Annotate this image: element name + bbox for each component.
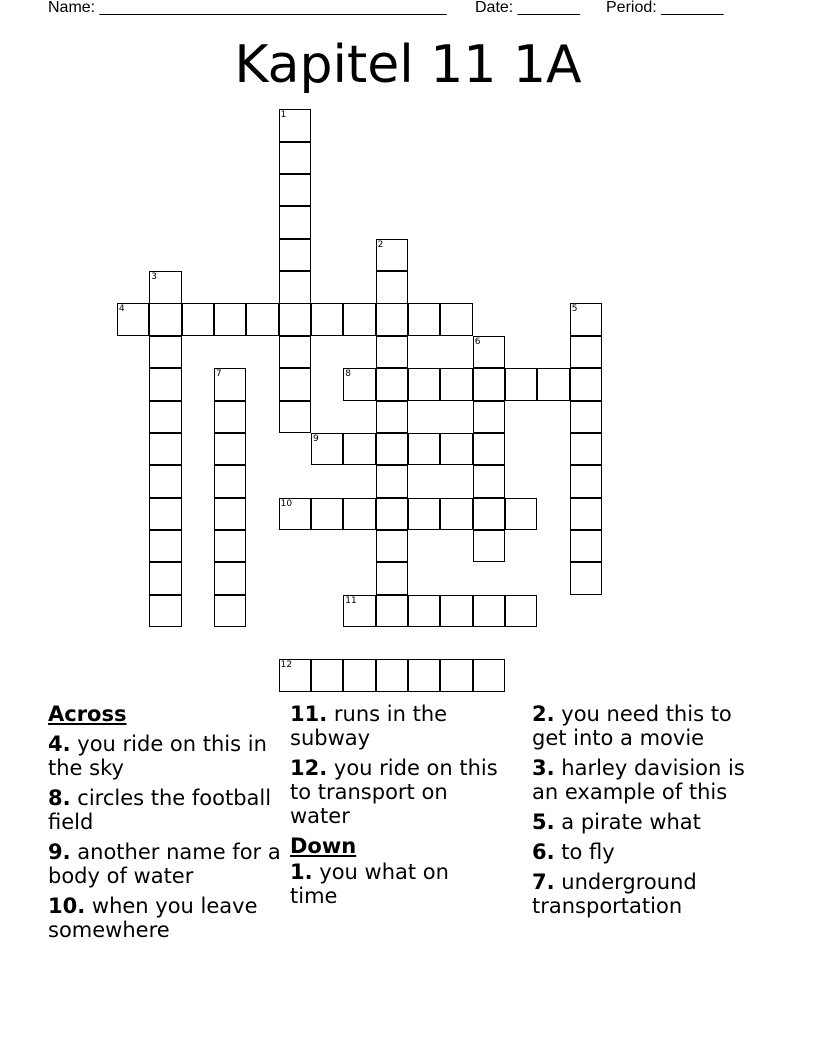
crossword-cell[interactable] [376, 595, 408, 627]
clue-across-10 [48, 894, 288, 942]
crossword-cell[interactable] [343, 595, 375, 627]
period-line: _______ [661, 0, 724, 16]
clue-text: when you leave somewhere [48, 894, 258, 942]
crossword-cell[interactable] [570, 530, 602, 562]
crossword-cell[interactable] [505, 368, 537, 400]
period-label: Period: [606, 0, 662, 16]
crossword-cell[interactable] [279, 401, 311, 433]
crossword-cell[interactable] [117, 303, 149, 335]
crossword-cell[interactable] [279, 206, 311, 238]
crossword-cell[interactable] [408, 433, 440, 465]
crossword-cell[interactable] [376, 659, 408, 691]
crossword-cell[interactable] [440, 595, 472, 627]
crossword-cell[interactable] [376, 368, 408, 400]
across-heading: Across [48, 702, 127, 726]
cell-number: 11 [345, 595, 357, 606]
crossword-cell[interactable] [440, 303, 472, 335]
crossword-cell[interactable] [214, 401, 246, 433]
crossword-cell[interactable] [440, 498, 472, 530]
crossword-cell[interactable] [408, 368, 440, 400]
crossword-cell[interactable] [149, 336, 181, 368]
clue-number: 5. [532, 810, 555, 834]
clue-text: harley davision is an example of this [532, 756, 745, 804]
clue-number: 7. [532, 870, 555, 894]
crossword-cell[interactable] [311, 433, 343, 465]
crossword-cell[interactable] [279, 239, 311, 271]
cell-number: 9 [312, 433, 319, 444]
crossword-cell[interactable] [149, 401, 181, 433]
clue-number: 3. [532, 756, 555, 780]
clue-across-12 [290, 756, 500, 828]
crossword-cell[interactable] [505, 595, 537, 627]
crossword-cell[interactable] [408, 303, 440, 335]
crossword-cell[interactable] [537, 368, 569, 400]
cell-number: 7 [215, 369, 222, 380]
crossword-cell[interactable] [214, 368, 246, 400]
crossword-cell[interactable] [473, 401, 505, 433]
clue-text: underground transportation [532, 870, 697, 918]
crossword-cell[interactable] [279, 271, 311, 303]
crossword-cell[interactable] [214, 303, 246, 335]
crossword-cell[interactable] [279, 336, 311, 368]
crossword-cell[interactable] [149, 368, 181, 400]
cell-number: 6 [474, 336, 481, 347]
clue-number: 12. [290, 756, 328, 780]
clue-across-11 [290, 702, 500, 750]
crossword-cell[interactable] [311, 498, 343, 530]
clue-number: 4. [48, 732, 71, 756]
crossword-cell[interactable] [376, 239, 408, 271]
crossword-cell[interactable] [376, 498, 408, 530]
crossword-cell[interactable] [343, 368, 375, 400]
crossword-cell[interactable] [376, 530, 408, 562]
crossword-cell[interactable] [311, 303, 343, 335]
clues-column-2 [290, 702, 500, 914]
crossword-cell[interactable] [343, 303, 375, 335]
clue-text: you what on time [290, 860, 449, 908]
crossword-cell[interactable] [214, 530, 246, 562]
crossword-cell[interactable] [570, 368, 602, 400]
crossword-cell[interactable] [408, 498, 440, 530]
date-label: Date: [475, 0, 518, 16]
crossword-cell[interactable] [149, 498, 181, 530]
name-label: Name: [48, 0, 100, 16]
crossword-cell[interactable] [149, 595, 181, 627]
clue-number: 10. [48, 894, 86, 918]
clue-down-3 [532, 756, 772, 804]
cell-number: 8 [345, 369, 352, 380]
clue-across-4 [48, 732, 288, 780]
crossword-cell[interactable] [343, 433, 375, 465]
crossword-cell[interactable] [570, 562, 602, 594]
crossword-cell[interactable] [279, 498, 311, 530]
crossword-cell[interactable] [279, 109, 311, 141]
crossword-cell[interactable] [311, 659, 343, 691]
crossword-cell[interactable] [570, 401, 602, 433]
clue-down-7 [532, 870, 772, 918]
clue-down-2 [532, 702, 772, 750]
crossword-cell[interactable] [214, 562, 246, 594]
clue-down-5 [532, 810, 772, 834]
crossword-cell[interactable] [149, 465, 181, 497]
page-title: Kapitel 11 1A [234, 35, 582, 95]
crossword-cell[interactable] [279, 303, 311, 335]
crossword-cell[interactable] [376, 401, 408, 433]
crossword-cell[interactable] [570, 433, 602, 465]
cell-number: 1 [280, 110, 287, 121]
clue-number: 11. [290, 702, 328, 726]
crossword-cell[interactable] [376, 562, 408, 594]
crossword-cell[interactable] [149, 271, 181, 303]
crossword-cell[interactable] [376, 336, 408, 368]
clue-number: 2. [532, 702, 555, 726]
crossword-cell[interactable] [376, 271, 408, 303]
crossword-cell[interactable] [440, 659, 472, 691]
crossword-cell[interactable] [473, 530, 505, 562]
crossword-cell[interactable] [343, 659, 375, 691]
clue-text: you ride on this in the sky [48, 732, 267, 780]
crossword-cell[interactable] [182, 303, 214, 335]
crossword-cell[interactable] [408, 659, 440, 691]
cell-number: 12 [280, 660, 293, 671]
crossword-cell[interactable] [440, 368, 472, 400]
crossword-cell[interactable] [570, 336, 602, 368]
crossword-cell[interactable] [343, 498, 375, 530]
crossword-cell[interactable] [440, 433, 472, 465]
crossword-cell[interactable] [376, 465, 408, 497]
clues-column-3 [532, 702, 772, 924]
crossword-cell[interactable] [279, 174, 311, 206]
cell-number: 10 [280, 498, 293, 509]
crossword-cell[interactable] [214, 465, 246, 497]
crossword-cell[interactable] [473, 595, 505, 627]
clue-text: a pirate what [561, 810, 701, 834]
crossword-cell[interactable] [149, 433, 181, 465]
crossword-cell[interactable] [149, 530, 181, 562]
clue-number: 9. [48, 840, 71, 864]
clue-text: to fly [561, 840, 615, 864]
crossword-cell[interactable] [408, 595, 440, 627]
clue-across-8 [48, 786, 288, 834]
crossword-cell[interactable] [473, 368, 505, 400]
clue-text: you ride on this to transport on water [290, 756, 498, 828]
crossword-cell[interactable] [279, 368, 311, 400]
down-heading: Down [290, 834, 357, 858]
crossword-cell[interactable] [214, 433, 246, 465]
crossword-cell[interactable] [149, 562, 181, 594]
crossword-cell[interactable] [214, 498, 246, 530]
crossword-cell[interactable] [473, 498, 505, 530]
crossword-cell[interactable] [473, 465, 505, 497]
name-line: _______________________________________ [99, 0, 447, 16]
crossword-cell[interactable] [214, 595, 246, 627]
crossword-cell[interactable] [473, 336, 505, 368]
cell-number: 2 [377, 239, 384, 250]
clue-across-9 [48, 840, 298, 888]
crossword-cell[interactable] [570, 498, 602, 530]
crossword-cell[interactable] [376, 433, 408, 465]
date-line: _______ [517, 0, 580, 16]
crossword-cell[interactable] [279, 142, 311, 174]
crossword-cell[interactable] [473, 659, 505, 691]
cell-number: 3 [151, 272, 157, 283]
clue-down-6 [532, 840, 772, 864]
crossword-cell[interactable] [279, 659, 311, 691]
cell-number: 4 [118, 304, 125, 315]
crossword-cell[interactable] [473, 433, 505, 465]
clue-number: 1. [290, 860, 313, 884]
clue-text: you need this to get into a movie [532, 702, 732, 750]
clues-column-1 [48, 702, 288, 948]
clue-number: 6. [532, 840, 555, 864]
clue-text: another name for a body of water [48, 840, 281, 888]
clue-down-1 [290, 860, 500, 908]
crossword-cell[interactable] [570, 465, 602, 497]
crossword-cell[interactable] [376, 303, 408, 335]
crossword-cell[interactable] [570, 303, 602, 335]
crossword-cell[interactable] [246, 303, 278, 335]
clue-text: circles the football field [48, 786, 272, 834]
crossword-cell[interactable] [149, 303, 181, 335]
cell-number: 5 [571, 304, 578, 315]
clue-number: 8. [48, 786, 71, 810]
clue-text: runs in the subway [290, 702, 448, 750]
crossword-cell[interactable] [505, 498, 537, 530]
